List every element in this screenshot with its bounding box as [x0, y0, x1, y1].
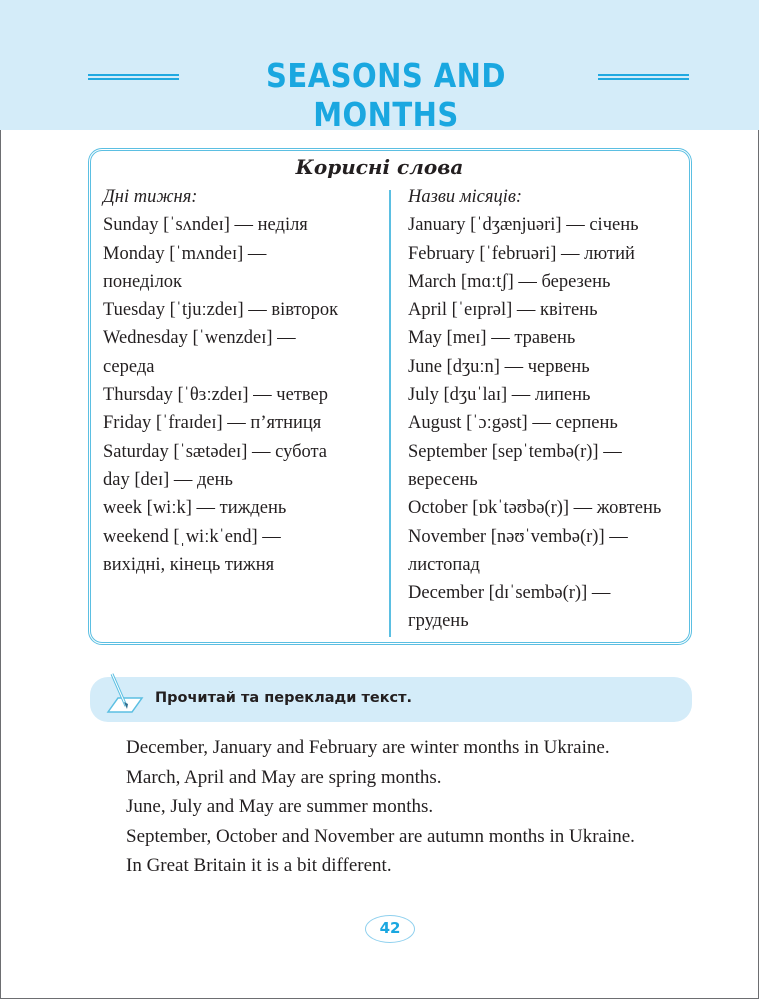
vocab-line: Tuesday [ˈtjuːzdeɪ] — вівторок — [103, 300, 339, 321]
vocab-line: April [ˈeɪprəl] — квітень — [408, 300, 598, 321]
column-divider — [389, 190, 391, 637]
days-column — [103, 183, 385, 579]
vocab-line: week [wiːk] — тиждень — [103, 498, 287, 519]
pencil-paper-icon — [104, 672, 146, 720]
vocab-line: Wednesday [ˈwenzdeɪ] — — [103, 328, 296, 349]
vocab-line: September [sepˈtembə(r)] — — [408, 441, 622, 462]
vocab-line: weekend [ˌwiːkˈend] — — [103, 526, 281, 547]
days-heading: Дні тижня: — [103, 187, 198, 207]
vocab-line: Friday [ˈfraɪdeɪ] — п’ятниця — [103, 413, 322, 434]
vocab-line: day [deɪ] — день — [103, 469, 233, 490]
header-rule-right — [598, 74, 689, 80]
vocab-line: June [dʒuːn] — червень — [408, 356, 590, 377]
vocab-line: середа — [103, 356, 155, 377]
vocab-line: March [mɑːtʃ] — березень — [408, 271, 611, 292]
vocab-line: Thursday [ˈθɜːzdeɪ] — четвер — [103, 385, 328, 406]
reading-text — [90, 733, 693, 881]
vocab-line: February [ˈfebruəri] — лютий — [408, 243, 635, 264]
text-paragraph: September, October and November are autumn months in Ukraine. — [126, 825, 635, 847]
useful-words-title: Корисні слова — [295, 155, 464, 179]
vocab-line: вересень — [408, 469, 478, 490]
vocab-line: October [ɒkˈtəʊbə(r)] — жовтень — [408, 498, 662, 519]
text-paragraph: In Great Britain it is a bit different. — [126, 855, 392, 876]
vocab-line: грудень — [408, 611, 469, 632]
vocab-line: November [nəʊˈvembə(r)] — — [408, 526, 628, 547]
vocab-line: May [meɪ] — травень — [408, 328, 576, 349]
text-paragraph: June, July and May are summer months. — [126, 796, 434, 817]
text-paragraph: March, April and May are spring months. — [126, 766, 442, 788]
vocab-line: Sunday [ˈsʌndeɪ] — неділя — [103, 215, 308, 236]
page-title: SEASONS AND MONTHS — [266, 56, 506, 134]
vocab-line: вихідні, кінець тижня — [103, 554, 275, 575]
vocab-line: понеділок — [103, 271, 183, 292]
months-heading: Назви місяців: — [408, 187, 523, 207]
vocab-line: Saturday [ˈsætədeɪ] — субота — [103, 441, 328, 462]
header-rule-left — [88, 74, 179, 80]
vocab-line: December [dɪˈsembə(r)] — — [408, 583, 611, 604]
task-instruction-label: Прочитай та переклади текст. — [155, 690, 413, 706]
vocab-line: January [ˈdʒænjuəri] — січень — [408, 215, 639, 236]
vocab-line: July [dʒuˈlaɪ] — липень — [408, 385, 591, 406]
text-paragraph: December, January and February are winter months in Ukraine. — [126, 737, 610, 758]
vocab-line: листопад — [408, 554, 480, 575]
vocab-line: August [ˈɔːgəst] — серпень — [408, 413, 618, 434]
months-column — [408, 183, 690, 636]
page-number-badge: 42 — [365, 915, 415, 943]
vocab-line: Monday [ˈmʌndeɪ] — — [103, 243, 267, 264]
